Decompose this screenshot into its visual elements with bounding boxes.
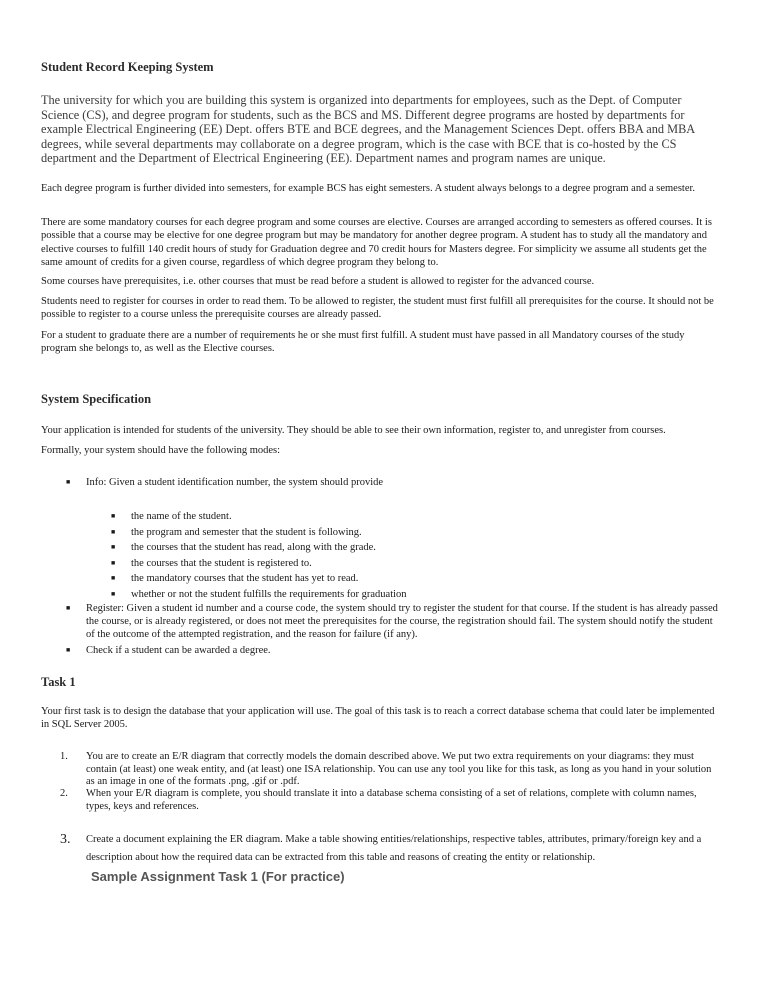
paragraph-graduation: For a student to graduate there are a number of requirements he or she must first fulfill. A student must have passed in all Mandatory courses of the study program she belongs to, as well as the Elective courses. [41, 330, 685, 355]
spec-paragraph-2: Formally, your system should have the following modes: [41, 445, 281, 456]
task-heading: Task 1 [41, 675, 76, 689]
mode-info-text: Info: Given a student identification number, the system should provide [86, 477, 384, 488]
spec-heading: System Specification [41, 392, 152, 406]
paragraph-courses: There are some mandatory courses for each degree program and some courses are elective. Courses are arranged according to semesters as offered courses. It is possible that a course may be elective for one degree program but may be mandatory for another degree program. A student has to study all the mandatory and elective courses to fulfill 140 credit hours of study for Graduation degree and 70 credit hours for Masters degree. For simplicity we assume all students get the same amount of credits for a given course, regardless of which degree program they belong to. [41, 217, 712, 268]
sample-assignment-heading: Sample Assignment Task 1 (For practice) [91, 869, 345, 884]
sub-item-text: the courses that the student is registered to. [131, 557, 312, 569]
bullet-icon: ■ [111, 589, 116, 598]
sub-item-text: the mandatory courses that the student has yet to read. [131, 573, 359, 584]
list-item [66, 644, 718, 657]
bullet-icon: ■ [111, 527, 116, 536]
paragraph-registration: Students need to register for courses in order to read them. To be allowed to register, the student must first fulfill all prerequisites for the course. It should not be possible to register to a course unless the prerequisite courses are already passed. [41, 296, 714, 321]
mode-list-check [66, 644, 718, 657]
document-title: Student Record Keeping System [41, 60, 214, 74]
item-text: When your E/R diagram is complete, you should translate it into a database schema consisting of a set of relations, complete with column names, types, keys and references. [86, 788, 697, 812]
item-number: 1. [60, 751, 68, 762]
bullet-icon: ■ [66, 604, 71, 612]
intro-paragraph: The university for which you are building this system is organized into departments for employees, such as the Dept. of Computer Science (CS), and degree program for students, such as the BCS and MS. Different degree programs are hosted by departments for example Electrical Engineering (EE) Dept. offers BTE and BCE degrees, and the Management Sciences Dept. offers BBA and MBA degrees, while several departments may collaborate on a degree program, which is the case with BCE that is co-hosted by the CS department and the Department of Electrical Engineering (EE). Department names and program names are unique. [41, 93, 695, 165]
list-item [66, 602, 718, 641]
paragraph-prerequisites: Some courses have prerequisites, i.e. other courses that must be read before a student is allowed to register for the advanced course. [41, 276, 595, 287]
bullet-icon: ■ [111, 558, 116, 567]
sub-item-text: the program and semester that the student is following. [131, 526, 362, 538]
list-item [111, 587, 691, 603]
info-sub-list [111, 509, 691, 602]
mode-check-text: Check if a student can be awarded a degree. [86, 645, 271, 656]
bullet-icon: ■ [111, 574, 116, 582]
spec-paragraph-1: Your application is intended for students of the university. They should be able to see their own information, register to, and unregister from courses. [41, 425, 666, 436]
item-text: Create a document explaining the ER diagram. Make a table showing entities/relationships, respective tables, attributes, primary/foreign key and a description about how the required data can be extracted from this table and reasons of creating the entity or relationship. [86, 834, 702, 863]
bullet-icon: ■ [66, 646, 71, 654]
list-item [111, 525, 691, 541]
bullet-icon: ■ [111, 543, 116, 551]
mode-list-register [66, 602, 718, 641]
list-item [111, 509, 691, 525]
item-number: 2. [60, 788, 68, 799]
bullet-icon: ■ [111, 512, 116, 520]
sub-item-text: the name of the student. [131, 511, 232, 522]
list-item [66, 476, 716, 489]
sub-item-text: whether or not the student fulfills the requirements for graduation [131, 588, 407, 600]
task-intro: Your first task is to design the database that your application will use. The goal of this task is to reach a correct database schema that could later be implemented in SQL Server 2005. [41, 706, 715, 730]
mode-register-text: Register: Given a student id number and a course code, the system should try to register the student for that course. If the student is has already passed the course, or is already registered, or does not meet the prerequisites for the course, the registration should fail. The system should notify the student of the outcome of the attempted registration, and the reason for failure (if any). [86, 603, 718, 640]
list-item [111, 540, 691, 556]
item-number: 3. [60, 832, 71, 847]
list-item [111, 556, 691, 572]
mode-list-info [66, 476, 716, 489]
list-item [111, 571, 691, 587]
item-text: You are to create an E/R diagram that correctly models the domain described above. We put two extra requirements on your diagrams: they must contain (at least) one weak entity, and (at least) one ISA relationship. You can use any tool you like for this task, as long as you hand in your solution as an image in one of the formats .png, .gif or .pdf. [86, 751, 712, 787]
bullet-icon: ■ [66, 478, 71, 486]
paragraph-semesters: Each degree program is further divided into semesters, for example BCS has eight semesters. A student always belongs to a degree program and a semester. [41, 183, 696, 194]
sub-item-text: the courses that the student has read, along with the grade. [131, 542, 376, 553]
